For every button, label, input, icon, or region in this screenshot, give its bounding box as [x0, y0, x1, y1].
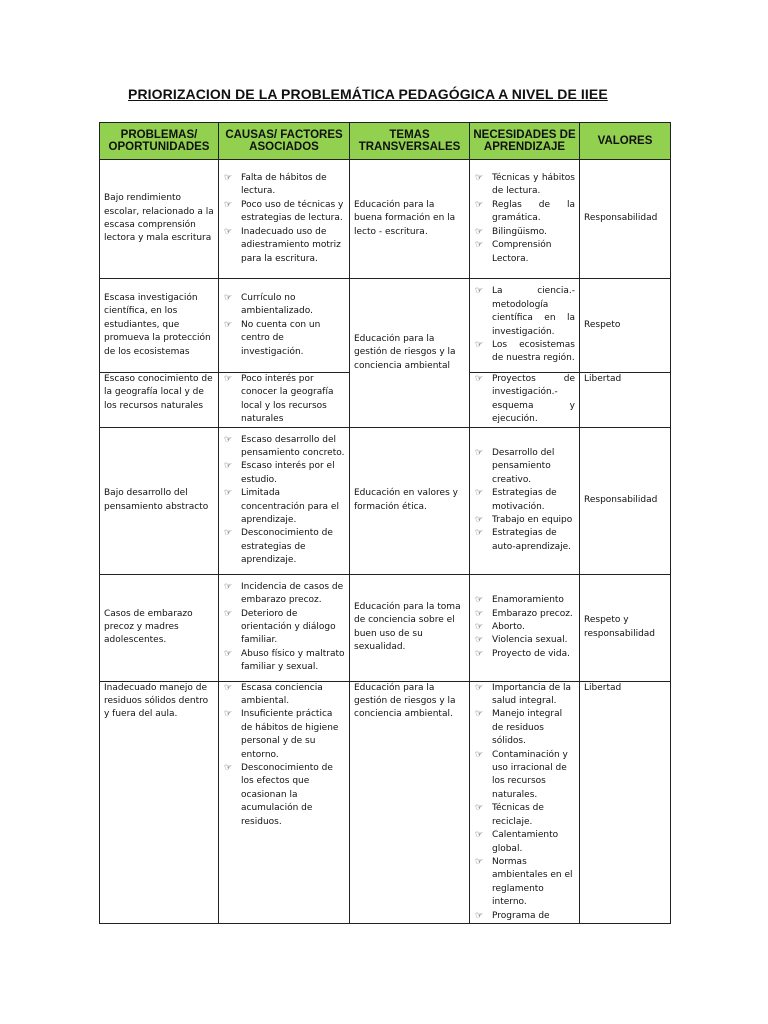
bullet-text: Contaminación y uso irracional de los recursos naturales.	[492, 749, 568, 800]
bullet-text: Estrategias de auto-aprendizaje.	[492, 528, 571, 552]
bullet-text: Escasa conciencia ambiental.	[241, 682, 323, 707]
bullet-text: Aborto.	[492, 621, 525, 632]
bullet-item	[474, 239, 575, 266]
bullet-text: Programa de	[492, 910, 550, 921]
bullet-item	[474, 594, 575, 607]
bullet-item	[474, 514, 575, 527]
bullet-item	[223, 319, 345, 359]
problem-prioritization-table	[99, 122, 671, 924]
value-cell: Responsabilidad	[580, 427, 671, 574]
causes-list	[223, 292, 345, 359]
needs-list	[474, 172, 575, 266]
pointing-hand-icon: ☞	[224, 292, 233, 303]
pointing-hand-icon: ☞	[475, 648, 484, 659]
bullet-text: Proyectos de investigación.- esquema y ejecución.	[492, 374, 575, 425]
pointing-hand-icon: ☞	[475, 621, 484, 632]
bullet-text: Desconocimiento de estrategias de aprendizaje.	[241, 528, 333, 566]
bullet-item	[474, 373, 575, 427]
header-problemas: PROBLEMAS/ OPORTUNIDADES	[100, 123, 219, 160]
bullet-item	[474, 285, 575, 339]
value-cell: Libertad	[580, 373, 671, 428]
pointing-hand-icon: ☞	[475, 910, 484, 921]
bullet-item	[474, 856, 575, 910]
needs-list	[474, 285, 575, 365]
table-row	[100, 681, 671, 923]
pointing-hand-icon: ☞	[475, 339, 484, 350]
needs-cell	[470, 427, 580, 574]
bullet-text: Bilingüismo.	[492, 226, 547, 237]
bullet-item	[474, 608, 575, 621]
header-valores: VALORES	[580, 123, 671, 160]
needs-list	[474, 447, 575, 554]
value-cell: Libertad	[580, 681, 671, 923]
bullet-text: Violencia sexual.	[492, 635, 568, 646]
needs-cell	[470, 279, 580, 373]
header-causas: CAUSAS/ FACTORES ASOCIADOS	[219, 123, 350, 160]
pointing-hand-icon: ☞	[475, 709, 484, 720]
bullet-item	[474, 802, 575, 829]
pointing-hand-icon: ☞	[475, 488, 484, 499]
theme-cell: Educación para la gestión de riesgos y la conciencia ambiental.	[350, 681, 470, 923]
page-title: PRIORIZACION DE LA PROBLEMÁTICA PEDAGÓGICA A NIVEL DE IIEE	[128, 86, 608, 102]
pointing-hand-icon: ☞	[475, 448, 484, 458]
pointing-hand-icon: ☞	[224, 648, 233, 659]
pointing-hand-icon: ☞	[475, 803, 484, 814]
bullet-item	[223, 487, 345, 527]
pointing-hand-icon: ☞	[475, 515, 484, 526]
bullet-text: Los ecosistemas de nuestra región.	[492, 339, 575, 364]
header-temas: TEMAS TRANSVERSALES	[350, 123, 470, 160]
bullet-item	[223, 172, 345, 199]
needs-cell	[470, 160, 580, 279]
bullet-item	[474, 172, 575, 199]
pointing-hand-icon: ☞	[224, 319, 233, 330]
bullet-text: Enamoramiento	[492, 595, 564, 606]
causes-cell	[219, 279, 350, 373]
bullet-item	[474, 339, 575, 366]
pointing-hand-icon: ☞	[224, 434, 233, 445]
pointing-hand-icon: ☞	[475, 682, 484, 693]
theme-cell: Educación para la toma de conciencia sobre el buen uso de su sexualidad.	[350, 574, 470, 681]
pointing-hand-icon: ☞	[475, 595, 484, 606]
pointing-hand-icon: ☞	[475, 635, 484, 646]
bullet-item	[223, 581, 345, 608]
pointing-hand-icon: ☞	[475, 528, 484, 539]
bullet-text: Embarazo precoz.	[492, 608, 573, 619]
causes-cell	[219, 681, 350, 923]
bullet-text: Técnicas y hábitos de lectura.	[492, 173, 575, 197]
value-cell: Respeto	[580, 279, 671, 373]
bullet-item	[474, 682, 575, 709]
needs-list	[474, 373, 575, 427]
bullet-text: Calentamiento global.	[492, 830, 559, 854]
bullet-item	[474, 199, 575, 226]
value-cell: Respeto y responsabilidad	[580, 574, 671, 681]
pointing-hand-icon: ☞	[475, 226, 484, 237]
bullet-item	[474, 910, 575, 923]
bullet-item	[474, 634, 575, 647]
bullet-item	[223, 648, 345, 675]
pointing-hand-icon: ☞	[224, 608, 233, 619]
bullet-item	[223, 434, 345, 461]
bullet-item	[474, 226, 575, 239]
bullet-text: No cuenta con un centro de investigación.	[241, 319, 321, 357]
pointing-hand-icon: ☞	[224, 374, 233, 384]
bullet-item	[474, 749, 575, 803]
bullet-text: La ciencia.- metodología científica en la investigación.	[492, 286, 575, 337]
problem-cell: Casos de embarazo precoz y madres adolescentes.	[100, 574, 219, 681]
pointing-hand-icon: ☞	[475, 608, 484, 619]
bullet-item	[223, 608, 345, 648]
bullet-text: Normas ambientales en el reglamento interno.	[492, 856, 573, 908]
bullet-text: Escaso interés por el estudio.	[241, 461, 335, 485]
table-row	[100, 574, 671, 681]
bullet-text: Falta de hábitos de lectura.	[241, 173, 327, 197]
bullet-text: Desarrollo del pensamiento creativo.	[492, 448, 555, 485]
pointing-hand-icon: ☞	[224, 226, 233, 237]
bullet-text: Trabajo en equipo	[492, 515, 573, 526]
bullet-text: Abuso físico y maltrato familiar y sexual.	[241, 648, 345, 673]
pointing-hand-icon: ☞	[475, 286, 484, 297]
bullet-item	[474, 648, 575, 661]
causes-list	[223, 434, 345, 568]
pointing-hand-icon: ☞	[475, 173, 484, 184]
pointing-hand-icon: ☞	[224, 461, 233, 472]
bullet-text: Poco interés por conocer la geografía local y los recursos naturales	[241, 374, 334, 425]
bullet-item	[474, 447, 575, 487]
table-row	[100, 160, 671, 279]
bullet-text: Técnicas de reciclaje.	[492, 803, 544, 827]
needs-cell	[470, 574, 580, 681]
bullet-text: Reglas de la gramática.	[492, 199, 575, 224]
problem-cell: Bajo rendimiento escolar, relacionado a la escasa comprensión lectora y mala escritura	[100, 160, 219, 279]
causes-cell	[219, 160, 350, 279]
causes-list	[223, 581, 345, 675]
bullet-text: Insuficiente práctica de hábitos de higiene personal y de su entorno.	[241, 709, 339, 760]
theme-cell: Educación para la buena formación en la lecto - escritura.	[350, 160, 470, 279]
bullet-item	[223, 292, 345, 319]
pointing-hand-icon: ☞	[475, 374, 484, 384]
causes-list	[223, 373, 345, 427]
table-header-row	[100, 123, 671, 160]
needs-list	[474, 594, 575, 661]
value-cell: Responsabilidad	[580, 160, 671, 279]
bullet-item	[223, 682, 345, 709]
pointing-hand-icon: ☞	[224, 173, 233, 184]
problem-cell: Escaso conocimiento de la geografía local y de los recursos naturales	[100, 373, 219, 428]
bullet-item	[223, 527, 345, 567]
bullet-item	[223, 708, 345, 762]
pointing-hand-icon: ☞	[224, 488, 233, 499]
bullet-text: Incidencia de casos de embarazo precoz.	[241, 581, 344, 606]
bullet-item	[223, 460, 345, 487]
bullet-text: Limitada concentración para el aprendizaje.	[241, 488, 339, 526]
causes-list	[223, 172, 345, 266]
causes-list	[223, 682, 345, 829]
bullet-item	[474, 527, 575, 554]
bullet-item	[474, 829, 575, 856]
pointing-hand-icon: ☞	[224, 581, 233, 592]
bullet-text: Comprensión Lectora.	[492, 240, 552, 264]
pointing-hand-icon: ☞	[475, 240, 484, 251]
needs-list	[474, 682, 575, 923]
bullet-item	[223, 199, 345, 226]
causes-cell	[219, 574, 350, 681]
needs-cell	[470, 373, 580, 428]
bullet-item	[223, 373, 345, 427]
bullet-text: Manejo integral de residuos sólidos.	[492, 709, 563, 747]
table-row	[100, 279, 671, 373]
theme-cell: Educación en valores y formación ética.	[350, 427, 470, 574]
bullet-item	[223, 762, 345, 829]
bullet-text: Currículo no ambientalizado.	[241, 292, 313, 317]
pointing-hand-icon: ☞	[224, 528, 233, 539]
pointing-hand-icon: ☞	[224, 763, 233, 774]
bullet-item	[223, 226, 345, 266]
bullet-item	[474, 708, 575, 748]
causes-cell	[219, 427, 350, 574]
bullet-text: Desconocimiento de los efectos que ocasionan la acumulación de residuos.	[241, 763, 333, 827]
bullet-text: Deterioro de orientación y diálogo familiar.	[241, 608, 336, 646]
table-row	[100, 427, 671, 574]
bullet-item	[474, 487, 575, 514]
bullet-text: Proyecto de vida.	[492, 648, 571, 659]
bullet-text: Importancia de la salud integral.	[492, 682, 572, 707]
pointing-hand-icon: ☞	[224, 199, 233, 210]
pointing-hand-icon: ☞	[224, 709, 233, 720]
bullet-text: Escaso desarrollo del pensamiento concreto.	[241, 434, 345, 458]
pointing-hand-icon: ☞	[475, 749, 484, 760]
theme-cell: Educación para la gestión de riesgos y la conciencia ambiental	[350, 279, 470, 428]
problem-cell: Inadecuado manejo de residuos sólidos dentro y fuera del aula.	[100, 681, 219, 923]
pointing-hand-icon: ☞	[475, 199, 484, 210]
problem-cell: Escasa investigación científica, en los estudiantes, que promueva la protección de los ecosistemas	[100, 279, 219, 373]
pointing-hand-icon: ☞	[475, 856, 484, 867]
pointing-hand-icon: ☞	[224, 682, 233, 693]
bullet-text: Poco uso de técnicas y estrategias de lectura.	[241, 199, 344, 224]
bullet-text: Inadecuado uso de adiestramiento motriz para la escritura.	[241, 226, 341, 264]
problem-cell: Bajo desarrollo del pensamiento abstracto	[100, 427, 219, 574]
header-necesidades: NECESIDADES DE APRENDIZAJE	[470, 123, 580, 160]
needs-cell	[470, 681, 580, 923]
bullet-text: Estrategias de motivación.	[492, 488, 557, 512]
pointing-hand-icon: ☞	[475, 830, 484, 841]
causes-cell	[219, 373, 350, 428]
bullet-item	[474, 621, 575, 634]
